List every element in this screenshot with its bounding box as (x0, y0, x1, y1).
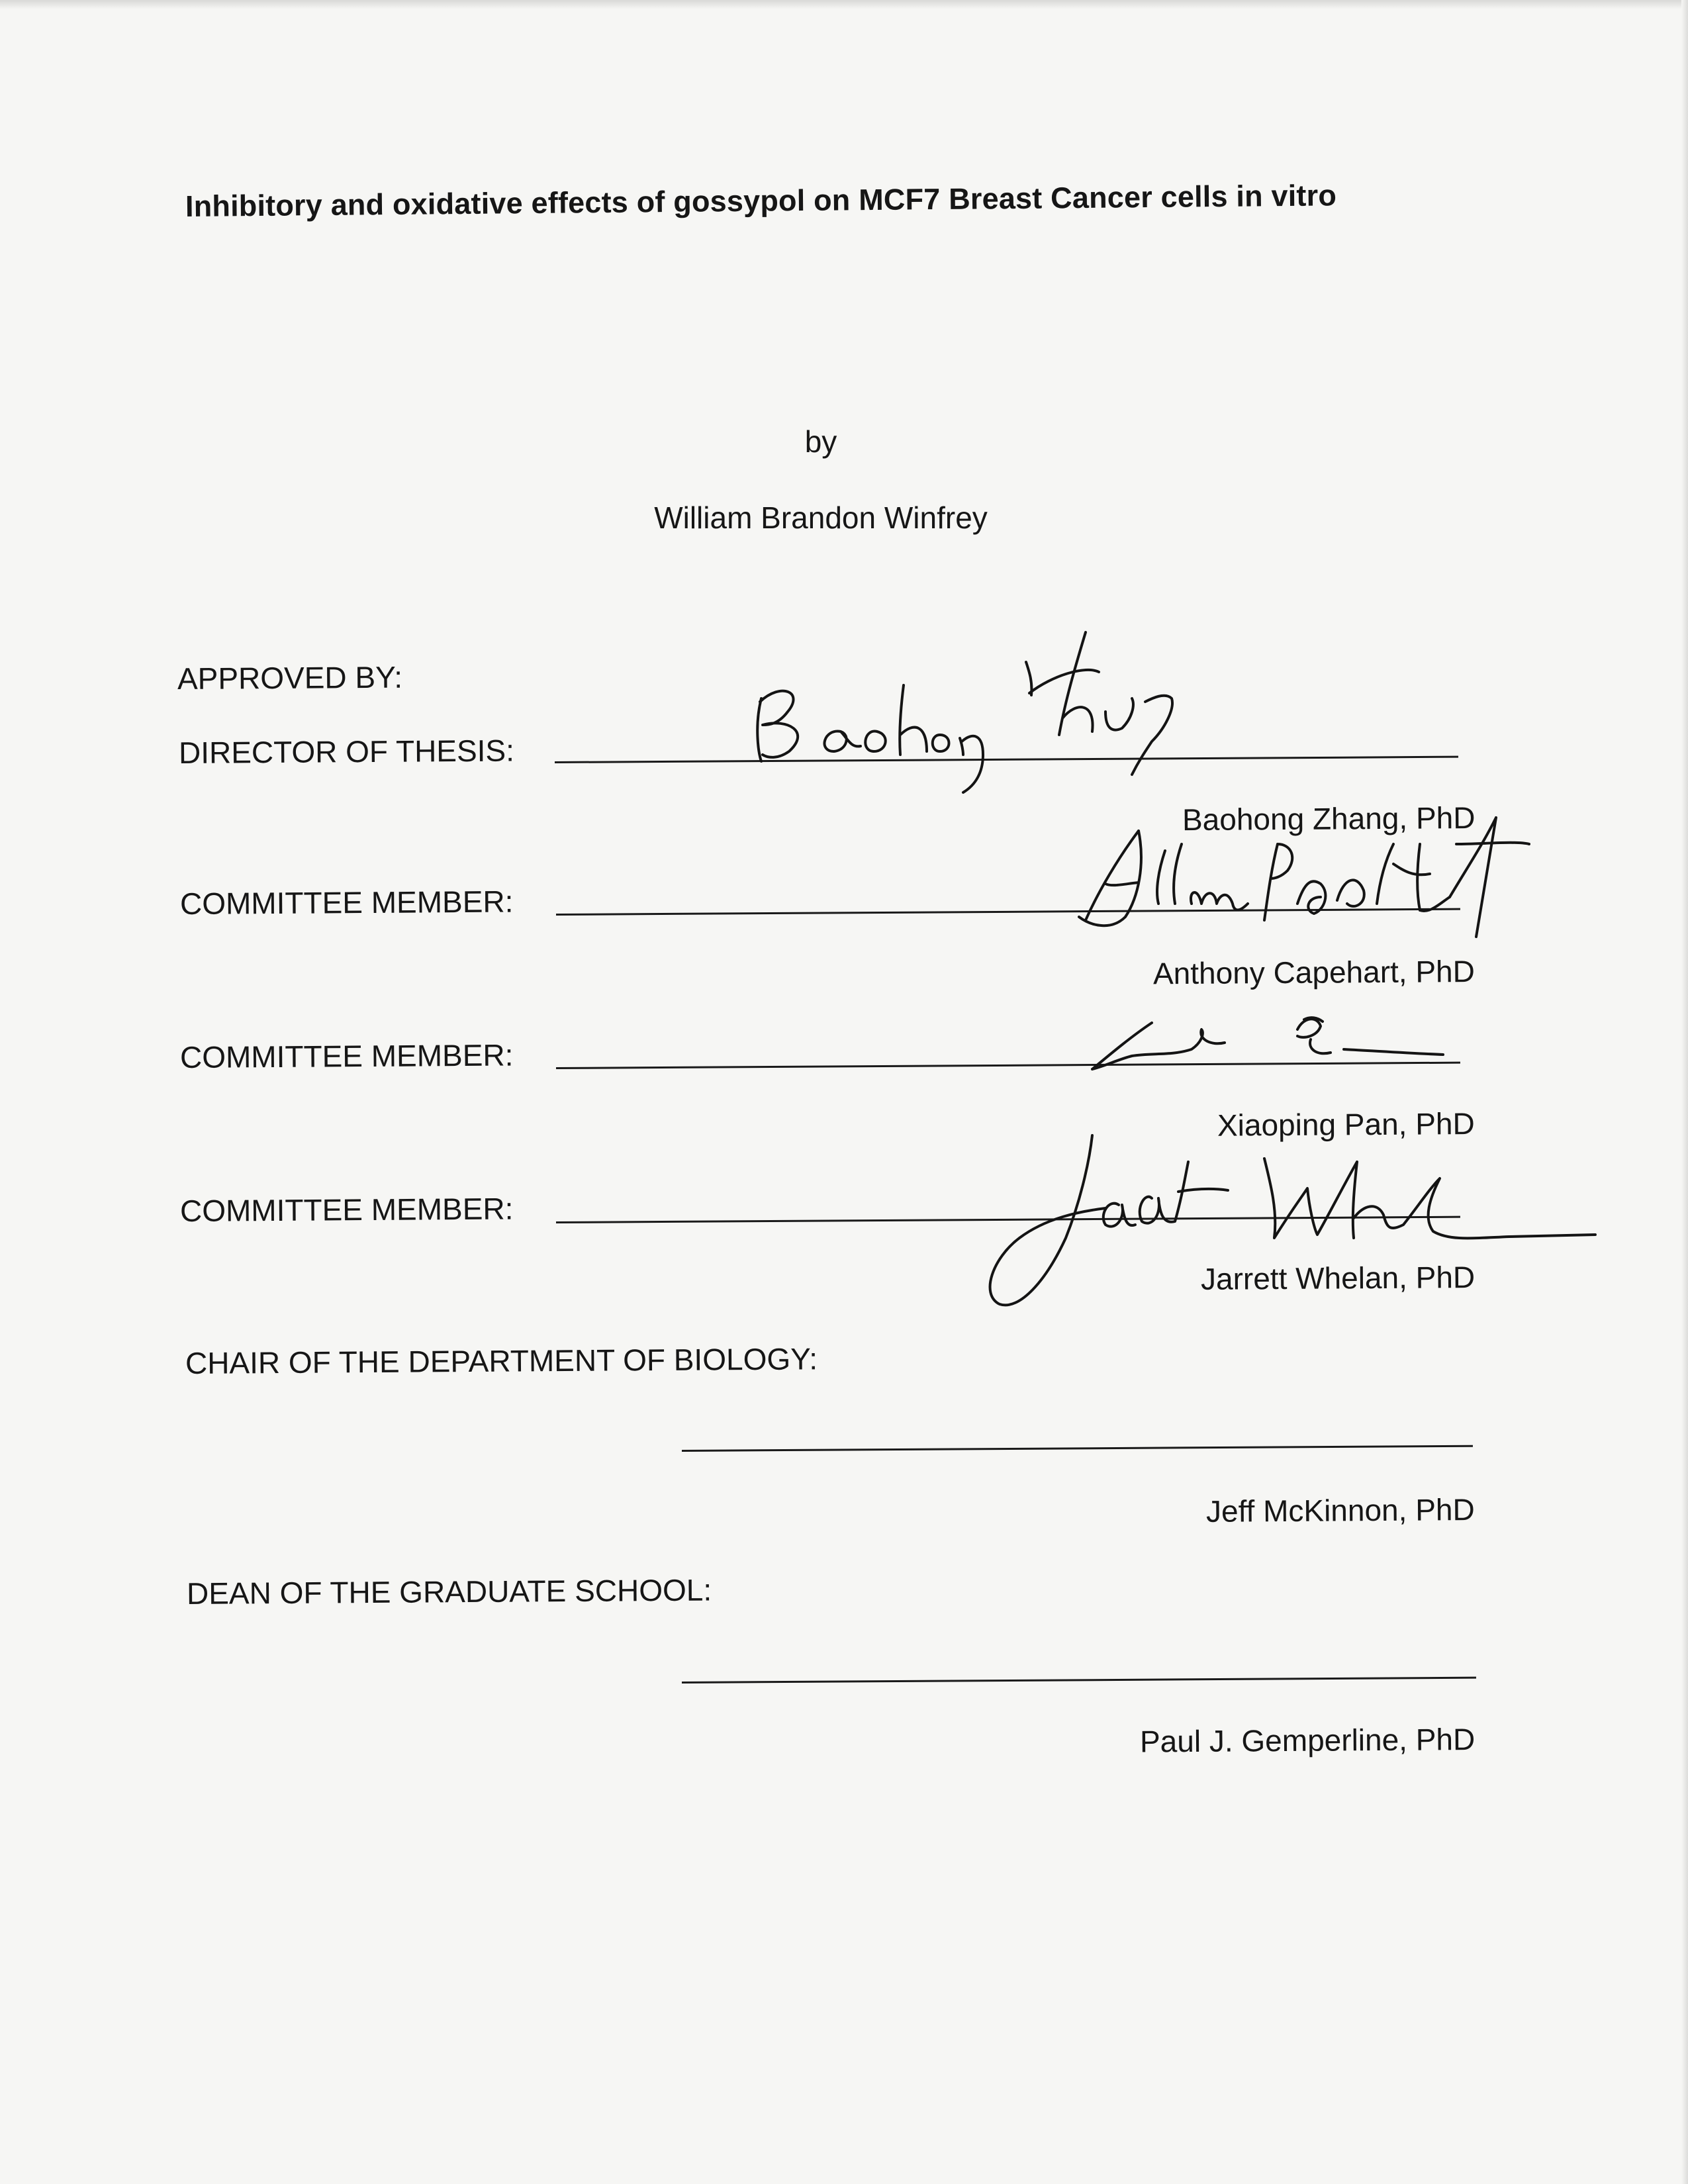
thesis-title: Inhibitory and oxidative effects of gossypol on MCF7 Breast Cancer cells in vitro (185, 178, 1337, 223)
committee-member-1-signature (1059, 804, 1536, 963)
dean-signature-line (682, 1677, 1476, 1684)
chair-name: Jeff McKinnon, PhD (1206, 1492, 1476, 1529)
committee-member-3-name: Jarrett Whelan, PhD (1200, 1260, 1476, 1296)
director-signature (741, 619, 1192, 798)
committee-member-3-label: COMMITTEE MEMBER: (179, 1191, 514, 1228)
dean-name: Paul J. Gemperline, PhD (1139, 1722, 1476, 1759)
committee-member-1-label: COMMITTEE MEMBER: (179, 884, 514, 921)
committee-member-2-name: Xiaoping Pan, PhD (1217, 1106, 1476, 1143)
director-of-thesis-label: DIRECTOR OF THESIS: (178, 733, 515, 770)
chair-of-department-label: CHAIR OF THE DEPARTMENT OF BIOLOGY: (185, 1341, 818, 1380)
director-name: Baohong Zhang, PhD (1182, 800, 1476, 837)
approved-by-label: APPROVED BY: (177, 659, 403, 696)
dean-of-graduate-school-label: DEAN OF THE GRADUATE SCHOOL: (186, 1572, 712, 1611)
committee-member-2-label: COMMITTEE MEMBER: (179, 1037, 514, 1074)
scan-top-edge (0, 0, 1688, 9)
chair-signature-line (682, 1445, 1473, 1452)
by-label: by (804, 424, 837, 459)
committee-member-2-signature (1079, 1003, 1450, 1082)
committee-member-1-name: Anthony Capehart, PhD (1152, 954, 1476, 991)
scan-right-edge (1681, 0, 1688, 2184)
author-name: William Brandon Winfrey (654, 500, 988, 535)
